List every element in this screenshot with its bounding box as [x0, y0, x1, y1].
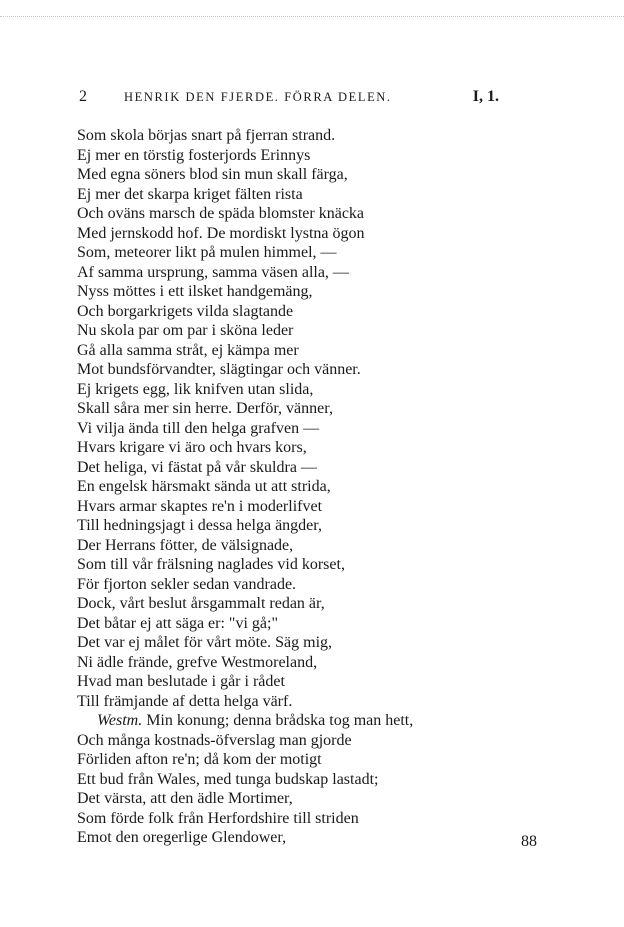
verse-line: Mot bundsförvandter, slägtingar och vänner. — [77, 361, 361, 378]
speaker-name: Westm. — [97, 712, 143, 729]
verse-line: En engelsk härsmakt sända ut att strida, — [77, 478, 331, 495]
verse-line: Till främjande af detta helga värf. — [77, 692, 293, 710]
page-number: 2 — [79, 88, 87, 105]
verse-line: Det var ej målet för vårt möte. Säg mig, — [77, 634, 333, 651]
verse-line: Med jernskodd hof. De mordiskt lystna ögon — [77, 224, 365, 242]
verse-line: Förliden afton re'n; då kom der motigt — [77, 751, 322, 768]
verse-line: För fjorton sekler sedan vandrade. — [77, 575, 297, 593]
verse-line: Nyss möttes i ett ilsket handgemäng, — [77, 283, 313, 300]
verse-line: Ett bud från Wales, med tunga budskap lastadt; — [77, 770, 379, 788]
sheet-number: 88 — [521, 833, 537, 850]
verse-line: Hvars krigare vi äro och hvars kors, — [77, 439, 307, 456]
verse-line: Det värsta, att den ädle Mortimer, — [77, 790, 293, 807]
verse-line: Som förde folk från Herfordshire till striden — [77, 809, 359, 827]
verse-line: Hvars armar skaptes re'n i moderlifvet — [77, 497, 323, 515]
verse-line: Och oväns marsch de späda blomster knäcka — [77, 205, 365, 222]
verse-line: Det heliga, vi fästat på vår skuldra — — [77, 458, 317, 476]
verse-line: Der Herrans fötter, de välsignade, — [77, 536, 294, 554]
running-header — [79, 88, 499, 110]
verse-line: Emot den oregerlige Glendower, — [77, 829, 287, 846]
verse-line: Hvad man beslutade i går i rådet — [77, 673, 285, 690]
verse-line: Ej mer det skarpa kriget fälten rista — [77, 185, 303, 203]
verse-line: Som till vår frälsning naglades vid korset, — [77, 556, 345, 573]
verse-line: Ej krigets egg, lik knifven utan slida, — [77, 380, 314, 398]
verse-line: Det båtar ej att säga er: "vi gå;" — [77, 614, 278, 632]
verse-line: Nu skola par om par i sköna leder — [77, 322, 294, 339]
act-scene-number: I, 1. — [472, 88, 499, 105]
verse-line: Ej mer en törstig fosterjords Erinnys — [77, 146, 311, 164]
verse-line: Och borgarkrigets vilda slagtande — [77, 302, 294, 320]
verse-line: Och många kostnads-öfverslag man gjorde — [77, 731, 352, 749]
verse-line: Gå alla samma stråt, ej kämpa mer — [77, 341, 299, 359]
verse-line: Som, meteorer likt på mulen himmel, — — [77, 244, 337, 261]
verse-line: Ni ädle frände, grefve Westmoreland, — [77, 653, 318, 671]
running-title: HENRIK DEN FJERDE. FÖRRA DELEN. — [124, 90, 392, 104]
speech-first-line — [77, 711, 547, 731]
verse-line: Vi vilja ända till den helga grafven — — [77, 419, 320, 437]
verse-line: Med egna söners blod sin mun skall färga, — [77, 166, 348, 183]
verse-line: Som skola börjas snart på fjerran strand. — [77, 127, 336, 144]
speech-text: Min konung; denna brådska tog man hett, — [146, 712, 414, 729]
verse-line: Till hedningsjagt i dessa helga ängder, — [77, 517, 322, 534]
verse-line: Skall såra mer sin herre. Derför, vänner, — [77, 400, 333, 417]
verse-text — [77, 126, 547, 848]
scan-edge-artifact — [0, 16, 624, 19]
verse-line: Af samma ursprung, samma väsen alla, — — [77, 263, 349, 281]
verse-line: Dock, vårt beslut årsgammalt redan är, — [77, 595, 325, 612]
